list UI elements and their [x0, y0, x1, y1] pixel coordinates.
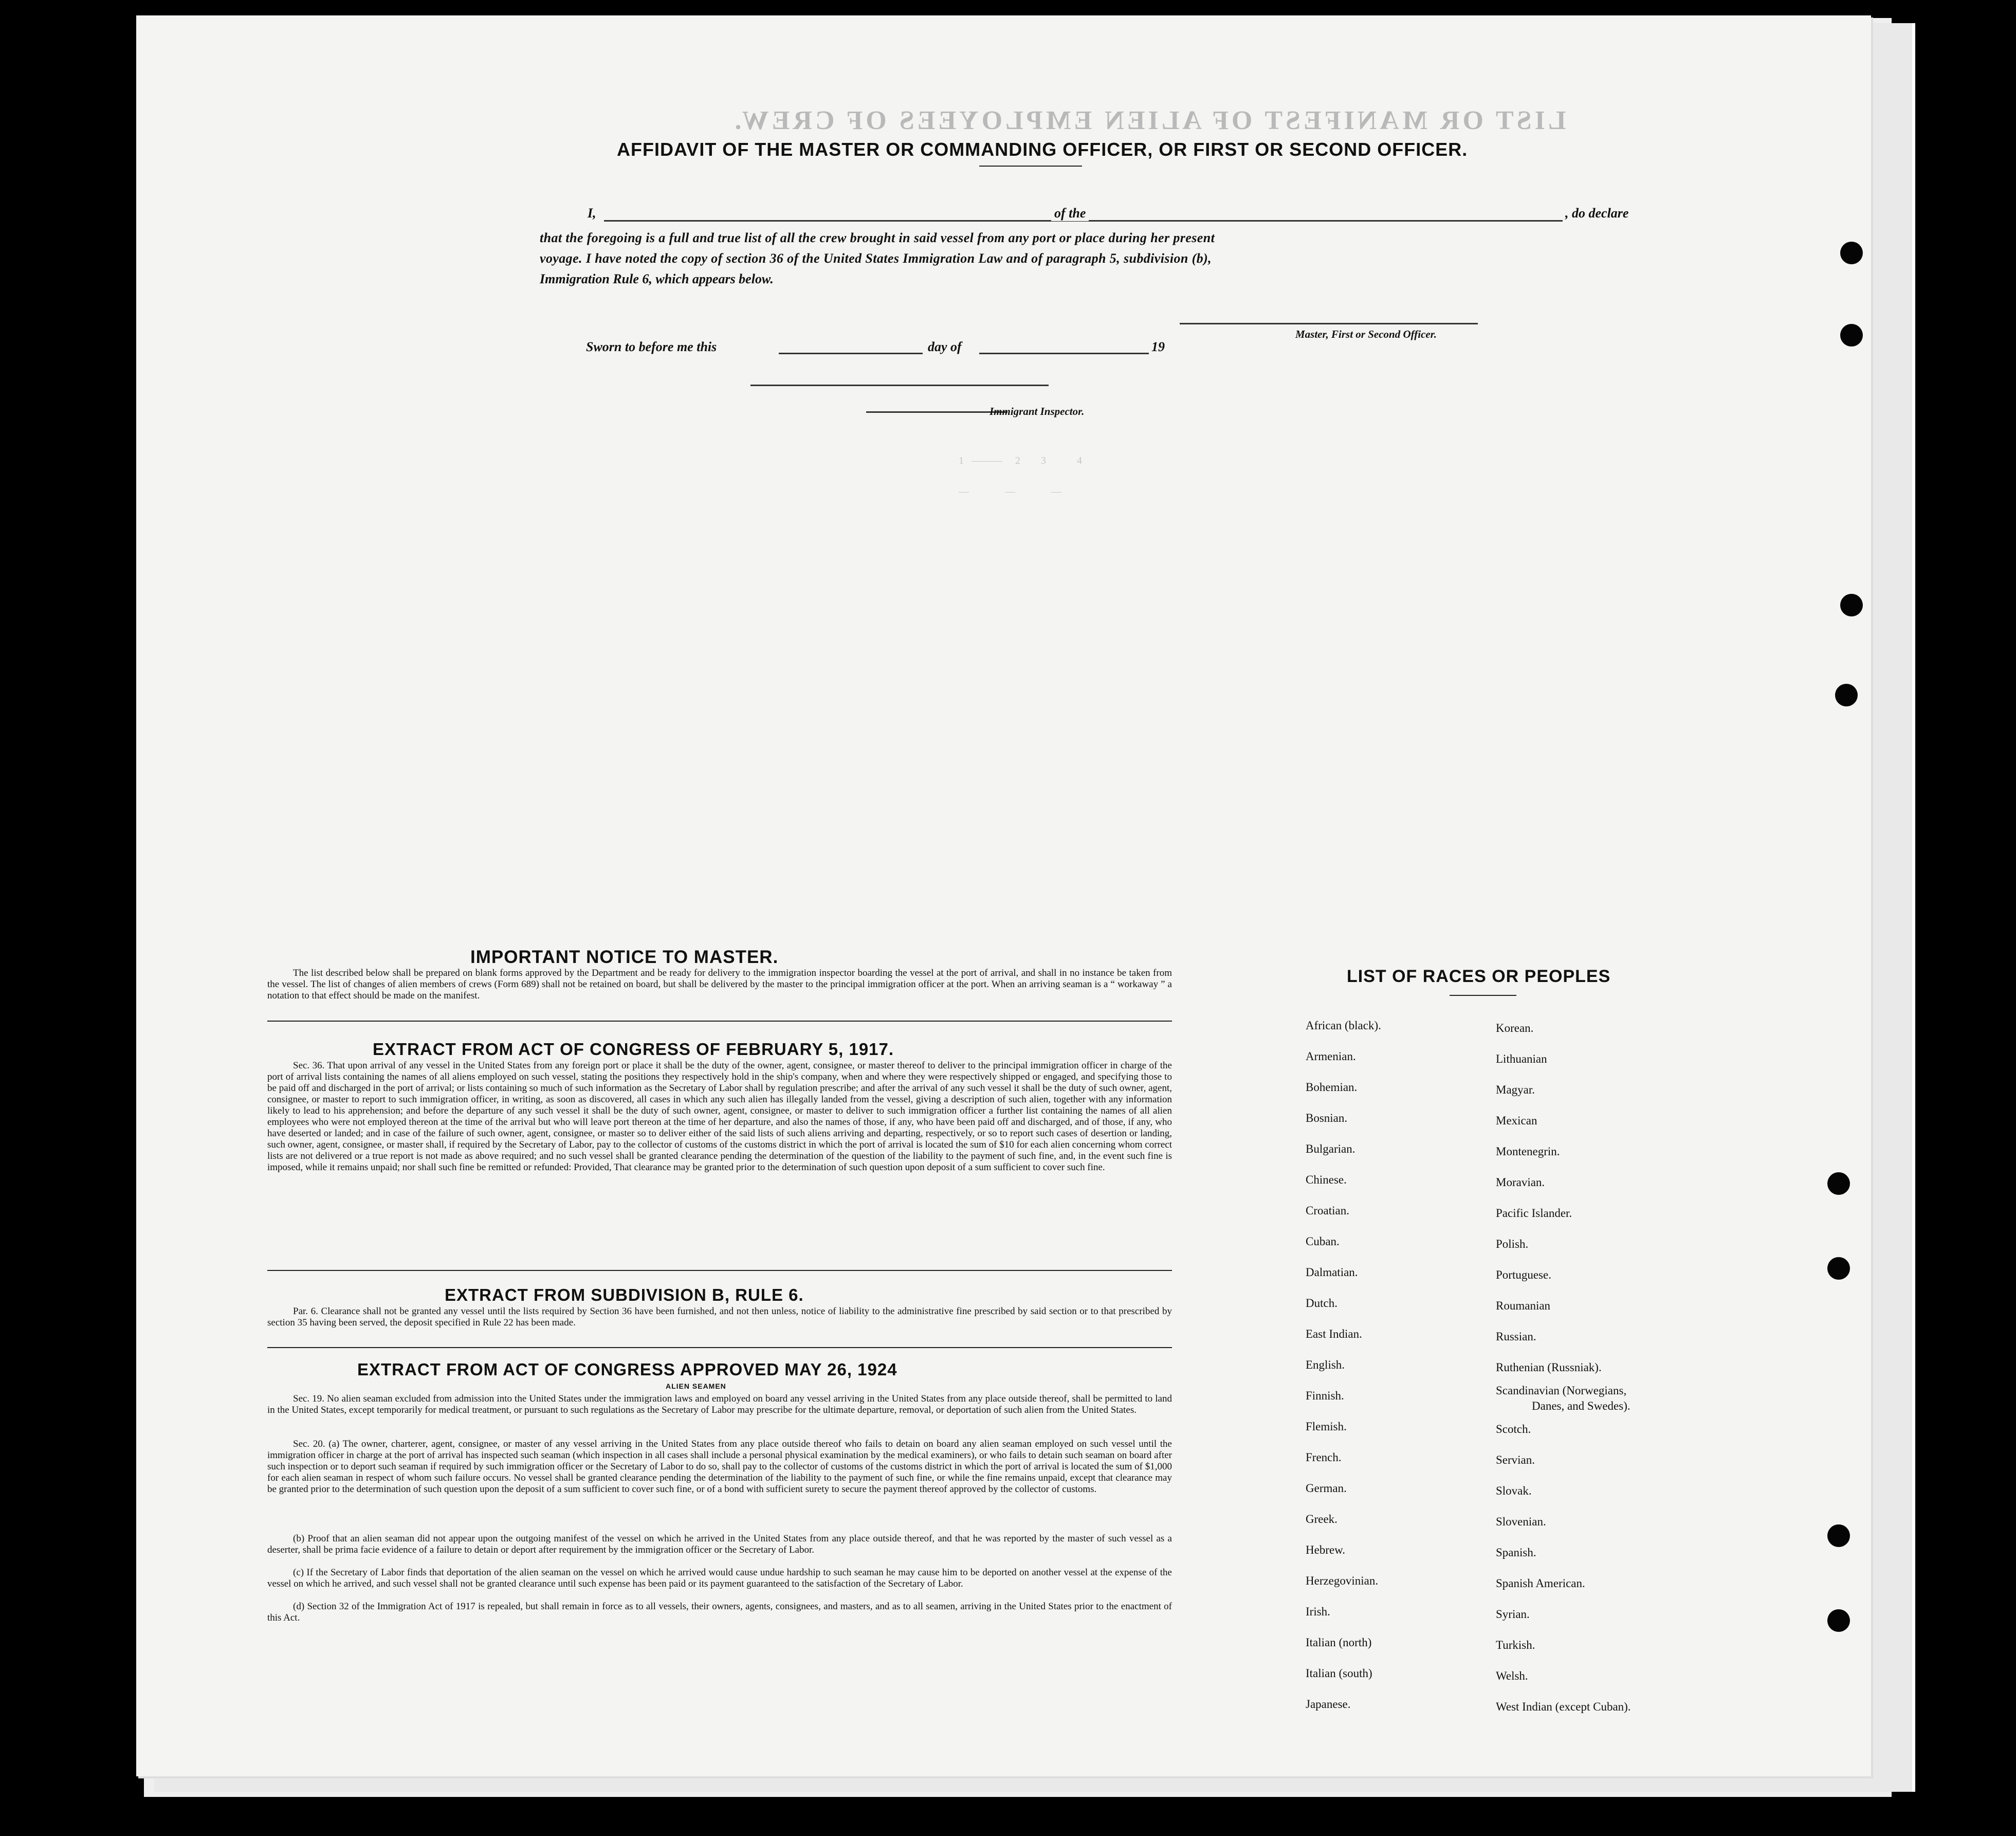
extract-1917-title: EXTRACT FROM ACT OF CONGRESS OF FEBRUARY 5, 1917.	[373, 1040, 894, 1059]
binder-hole	[1827, 1609, 1850, 1632]
race-item: Hebrew.	[1306, 1543, 1346, 1556]
binder-hole	[1840, 594, 1863, 616]
race-item: Turkish.	[1496, 1639, 1535, 1651]
bleed-through-row: — — —	[959, 486, 1061, 497]
race-item: Spanish American.	[1496, 1577, 1585, 1590]
extract-1924-sec19: Sec. 19. No alien seaman excluded from admission into the United States under the immigration laws and employed on board any vessel arriving in the United States from any place outside thereof, shall be permitted to land in the United States, except temporarily for medical treatment, or pursuant to such regulations as the Secretary of Labor may prescribe for the ultimate departure, removal, or deportation of such alien from the United States.	[267, 1393, 1172, 1415]
race-item: Portuguese.	[1496, 1268, 1551, 1281]
race-item: Servian.	[1496, 1453, 1535, 1466]
race-item: Syrian.	[1496, 1608, 1530, 1621]
binder-hole	[1827, 1524, 1850, 1547]
race-item: Welsh.	[1496, 1669, 1528, 1682]
race-item: Chinese.	[1306, 1173, 1347, 1186]
binder-hole	[1840, 242, 1863, 264]
race-item: Spanish.	[1496, 1546, 1536, 1559]
vessel-field[interactable]	[1105, 220, 1563, 222]
extract-1917-text: Sec. 36. That upon arrival of any vessel in the United States from any foreign port or place it shall be the duty of the owner, agent, consignee, or master thereof to deliver to the principal immigration officer in charge of the port of arrival lists containing the names of all aliens employed on such vessel, stating the positions they respectively hold in the ship's company, when and where they were respectively shipped or engaged, and specifying those to be paid off and discharged in the port of arrival; or lists containing so much of such information as the Secretary of Labor shall by regulation prescribe; and after the arrival of any such vessel it shall be the duty of such owner, agent, consignee, or master to report to such immigration officer, in writing, as soon as discovered, all cases in which any such alien has illegally landed from the vessel, giving a description of such alien, together with any information likely to lead to his apprehension; and before the departure of any such vessel it shall be the duty of such owner, agent, consignee, or master to deliver to such immigration officer a further list containing the names of all alien employees who were not employed thereon at the time of the arrival but who will leave port thereon at the time of her departure, and also the names of those, if any, who have been paid off and discharged, and of those, if any, who have deserted or landed; and in case of the failure of such owner, agent, consignee, or master so to deliver either of the said lists of such aliens arriving and departing, respectively, or so to report such cases of desertion or landing, such owner, agent, consignee, or master shall, if required by the Secretary of Labor, pay to the collector of customs of the customs district in which the port of arrival is located the sum of $10 for each alien concerning whom correct lists are not delivered or a true report is not made as above required; and no such vessel shall be granted clearance pending the determination of the question of the liability to the payment of such fine, and, in the event such fine is imposed, while it remains unpaid; nor shall such fine be remitted or refunded: Provided, That clearance may be granted prior to the determination of such question upon deposit of a sum sufficient to cover such fine.	[267, 1060, 1172, 1173]
bleed-through-header: LIST OR MANIFEST OF ALIEN EMPLOYEES OF CREW.	[731, 106, 1566, 135]
race-item: Italian (south)	[1306, 1667, 1372, 1680]
race-item: Magyar.	[1496, 1083, 1535, 1096]
extract-1924-title: EXTRACT FROM ACT OF CONGRESS APPROVED MAY 26, 1924	[357, 1360, 897, 1379]
inspector-line-top	[750, 385, 1049, 386]
bleed-through-row: 1 ——— 2 3 4	[959, 455, 1082, 466]
race-item: Italian (north)	[1306, 1636, 1372, 1649]
sworn-label: Sworn to before me this	[586, 339, 717, 354]
declaration-of-the: of the	[1051, 206, 1089, 221]
race-item-continuation: Danes, and Swedes).	[1532, 1399, 1630, 1412]
races-left-column	[1306, 1010, 1381, 1720]
race-item: Irish.	[1306, 1605, 1330, 1618]
day-of-label: day of	[928, 339, 962, 354]
race-item: Finnish.	[1306, 1389, 1344, 1402]
affidavit-body-line2: voyage. I have noted the copy of section 36 of the United States Immigration Law and of paragraph 5, subdivision (b),	[540, 251, 1212, 266]
section-divider	[267, 1021, 1172, 1022]
race-item: African (black).	[1306, 1019, 1381, 1032]
binder-hole	[1827, 1172, 1850, 1195]
binder-hole	[1835, 684, 1858, 706]
race-item: Ruthenian (Russniak).	[1496, 1361, 1602, 1374]
race-item: Herzegovinian.	[1306, 1574, 1379, 1587]
race-item: Slovenian.	[1496, 1515, 1546, 1528]
binder-hole	[1840, 324, 1863, 347]
race-item: Japanese.	[1306, 1698, 1351, 1711]
race-item: Moravian.	[1496, 1176, 1545, 1189]
race-item: Mexican	[1496, 1114, 1537, 1127]
declaration-i: I,	[588, 206, 596, 221]
race-item: Bulgarian.	[1306, 1142, 1355, 1155]
master-signature-field[interactable]	[1180, 323, 1478, 324]
extract-1924-sec20c: (c) If the Secretary of Labor finds that deportation of the alien seaman on the vessel on which he arrived would cause undue hardship to such seaman he may cause him to be deported on another vessel at the expense of the vessel on which he arrived, and such vessel shall not be granted clearance until such expense has been paid or its payment guaranteed to the satisfaction of the Secretary of Labor.	[267, 1567, 1172, 1589]
race-item: East Indian.	[1306, 1328, 1362, 1340]
race-item: Scotch.	[1496, 1423, 1531, 1435]
race-item: German.	[1306, 1482, 1347, 1495]
race-item: Montenegrin.	[1496, 1145, 1560, 1158]
document-page	[136, 15, 1871, 1776]
affidavit-body-line1: that the foregoing is a full and true list of all the crew brought in said vessel from any port or place during her present	[540, 230, 1215, 245]
extract-1924-subtitle: ALIEN SEAMEN	[666, 1382, 726, 1390]
section-divider	[267, 1270, 1172, 1271]
affidavit-body-line3: Immigration Rule 6, which appears below.	[540, 271, 774, 286]
rule6-text: Par. 6. Clearance shall not be granted any vessel until the lists required by Section 36 have been furnished, and not then unless, notice of liability to the administrative fine prescribed by said section or to that prescribed by section 35 having been served, the deposit specified in Rule 22 has been made.	[267, 1306, 1172, 1328]
race-item: Flemish.	[1306, 1420, 1347, 1433]
race-item: Slovak.	[1496, 1484, 1532, 1497]
race-item: Croatian.	[1306, 1204, 1349, 1217]
race-item: Dutch.	[1306, 1297, 1337, 1310]
rule6-title: EXTRACT FROM SUBDIVISION B, RULE 6.	[445, 1285, 804, 1304]
sworn-month-field[interactable]	[979, 353, 1149, 354]
race-item: Dalmatian.	[1306, 1266, 1358, 1279]
race-item: Bohemian.	[1306, 1081, 1358, 1094]
race-item: West Indian (except Cuban).	[1496, 1700, 1631, 1713]
master-label: Master, First or Second Officer.	[1295, 328, 1437, 340]
race-item: Korean.	[1496, 1022, 1534, 1034]
declaration-do-declare: , do declare	[1565, 206, 1629, 221]
inspector-signature-field[interactable]	[866, 411, 1007, 413]
race-item: Armenian.	[1306, 1050, 1356, 1063]
race-item: Lithuanian	[1496, 1052, 1547, 1065]
races-right-column	[1496, 1013, 1631, 1722]
race-item: English.	[1306, 1358, 1345, 1371]
race-item: Bosnian.	[1306, 1112, 1348, 1124]
races-title: LIST OF RACES OR PEOPLES	[1347, 967, 1611, 986]
race-item: French.	[1306, 1451, 1342, 1464]
race-item	[1496, 1383, 1631, 1414]
race-item: Roumanian	[1496, 1299, 1551, 1312]
extract-1924-sec20a: Sec. 20. (a) The owner, charterer, agent, consignee, or master of any vessel arriving in the United States from any place outside thereof who fails to detain on board any alien seaman employed on such vessel until the immigration officer in charge at the port of arrival has inspected such seaman (which inspection in all cases shall include a personal physical examination by the medical examiners), or who fails to detain such seaman on board after such inspection or to deport such seaman if required by such immigration officer or the Secretary of Labor to do so, shall pay to the collector of customs of the customs district in which the port of arrival is located the sum of $1,000 for each alien seaman in respect of whom such failure occurs. No vessel shall be granted clearance pending the determination of the liability to the payment of such fine, or while the fine remains unpaid, except that clearance may be granted prior to the determination of such question upon the deposit of a sum sufficient to cover such fine, or of a bond with sufficient surety to secure the payment thereof approved by the collector of customs.	[267, 1439, 1172, 1495]
race-item: Polish.	[1496, 1238, 1529, 1250]
section-divider	[267, 1347, 1172, 1348]
affidavit-title: AFFIDAVIT OF THE MASTER OR COMMANDING OFFICER, OR FIRST OR SECOND OFFICER.	[617, 139, 1468, 160]
extract-1924-sec20d: (d) Section 32 of the Immigration Act of 1917 is repealed, but shall remain in force as to all vessels, their owners, agents, consignees, and masters, and as to all seamen, arriving in the United States prior to the enactment of this Act.	[267, 1601, 1172, 1623]
inspector-label: Immigrant Inspector.	[989, 405, 1085, 417]
race-item: Cuban.	[1306, 1235, 1340, 1248]
title-underline	[979, 166, 1082, 167]
race-item-line: Scandinavian (Norwegians,	[1496, 1384, 1627, 1397]
races-title-underline	[1450, 995, 1516, 996]
notice-text: The list described below shall be prepared on blank forms approved by the Department and be ready for delivery to the immigration inspector boarding the vessel at the port of arrival, and shall in no instance be taken from the vessel. The list of changes of alien members of crews (Form 689) shall not be retained on board, but shall be delivered by the master to the principal immigration officer at the port. When an arriving seaman is a “ workaway ” a notation to that effect should be made on the manifest.	[267, 968, 1172, 1001]
race-item: Greek.	[1306, 1513, 1337, 1525]
extract-1924-sec20b: (b) Proof that an alien seaman did not appear upon the outgoing manifest of the vessel on which he arrived in the United States from any place outside thereof, and that he was reported by the master of such vessel as a deserter, shall be prima facie evidence of a failure to detain or deport after requirement by the immigration officer or the Secretary of Labor.	[267, 1533, 1172, 1555]
race-item: Pacific Islander.	[1496, 1207, 1572, 1220]
race-item: Russian.	[1496, 1330, 1536, 1343]
binder-hole	[1827, 1257, 1850, 1280]
year-label: 19	[1151, 339, 1165, 354]
sworn-day-field[interactable]	[779, 353, 923, 354]
notice-title: IMPORTANT NOTICE TO MASTER.	[470, 947, 779, 967]
